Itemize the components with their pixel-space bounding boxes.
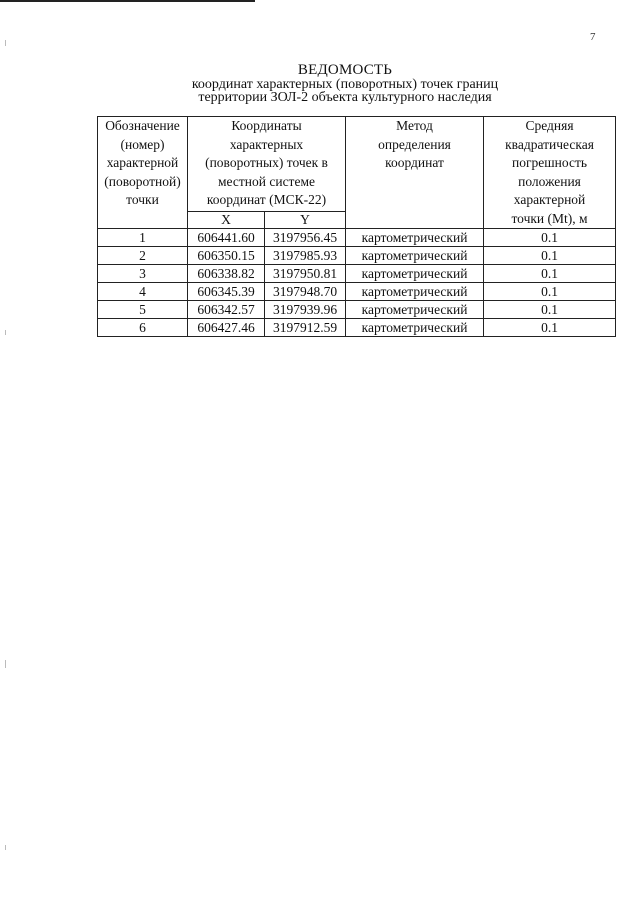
header-line: местной системе [218,173,315,189]
cell-point: 4 [98,283,188,301]
header-line: квадратическая [505,136,594,152]
header-line: погрешность [512,155,588,170]
cell-point: 3 [98,265,188,283]
header-line: координат (МСК-22) [206,192,327,207]
table-row [98,265,616,283]
header-designation [98,117,188,229]
header-line: положения [518,173,581,189]
header-line: (поворотных) точек в [205,155,328,170]
header-row-main [98,117,616,212]
scan-speck [5,330,6,335]
document-subtitle-line-1: координат характерных (поворотных) точек границ [191,77,499,92]
cell-x: 606338.82 [188,265,265,283]
document-title: ВЕДОМОСТЬ [297,62,393,78]
header-line: характерных [229,136,304,152]
cell-method: картометрический [346,283,484,301]
page-number: 7 [590,31,596,43]
header-line: Координаты [231,118,302,133]
header-line: (поворотной) [104,173,181,189]
cell-point: 6 [98,319,188,337]
cell-x: 606345.39 [188,283,265,301]
header-line: Метод [396,118,433,133]
header-line: Средняя [525,118,574,133]
coordinates-table [97,116,616,337]
cell-x: 606350.15 [188,247,265,265]
cell-error: 0.1 [484,283,616,301]
header-line: точки [126,192,159,207]
scan-speck [5,660,6,668]
scan-speck [5,40,6,46]
cell-y: 3197912.59 [265,319,346,337]
header-line: (номер) [120,136,165,152]
cell-method: картометрический [346,265,484,283]
scan-speck [5,845,6,850]
cell-x: 606427.46 [188,319,265,337]
table-row [98,319,616,337]
header-line: точки (Mt), м [511,210,588,226]
cell-x: 606441.60 [188,229,265,247]
cell-error: 0.1 [484,319,616,337]
cell-y: 3197950.81 [265,265,346,283]
cell-method: картометрический [346,229,484,247]
cell-point: 2 [98,247,188,265]
cell-y: 3197948.70 [265,283,346,301]
header-line: Обозначение [105,118,180,133]
cell-error: 0.1 [484,301,616,319]
header-line: характерной [513,192,586,207]
table-row [98,229,616,247]
header-y: Y [265,211,346,228]
table-header [98,117,616,229]
header-method [346,117,484,229]
cell-error: 0.1 [484,247,616,265]
cell-error: 0.1 [484,229,616,247]
cell-x: 606342.57 [188,301,265,319]
table-row [98,283,616,301]
header-x: X [188,211,265,228]
header-line: определения [378,136,451,152]
table-row [98,247,616,265]
cell-point: 1 [98,229,188,247]
cell-y: 3197939.96 [265,301,346,319]
cell-y: 3197985.93 [265,247,346,265]
header-coordinates [188,117,346,212]
document-subtitle-line-2: территории ЗОЛ-2 объекта культурного наследия [198,90,492,105]
cell-y: 3197956.45 [265,229,346,247]
cell-method: картометрический [346,301,484,319]
cell-method: картометрический [346,319,484,337]
cell-method: картометрический [346,247,484,265]
table-row [98,301,616,319]
header-line: характерной [106,155,179,170]
header-line: координат [385,155,444,170]
table-body [98,229,616,337]
top-rule [0,0,255,2]
header-error [484,117,616,229]
cell-point: 5 [98,301,188,319]
cell-error: 0.1 [484,265,616,283]
